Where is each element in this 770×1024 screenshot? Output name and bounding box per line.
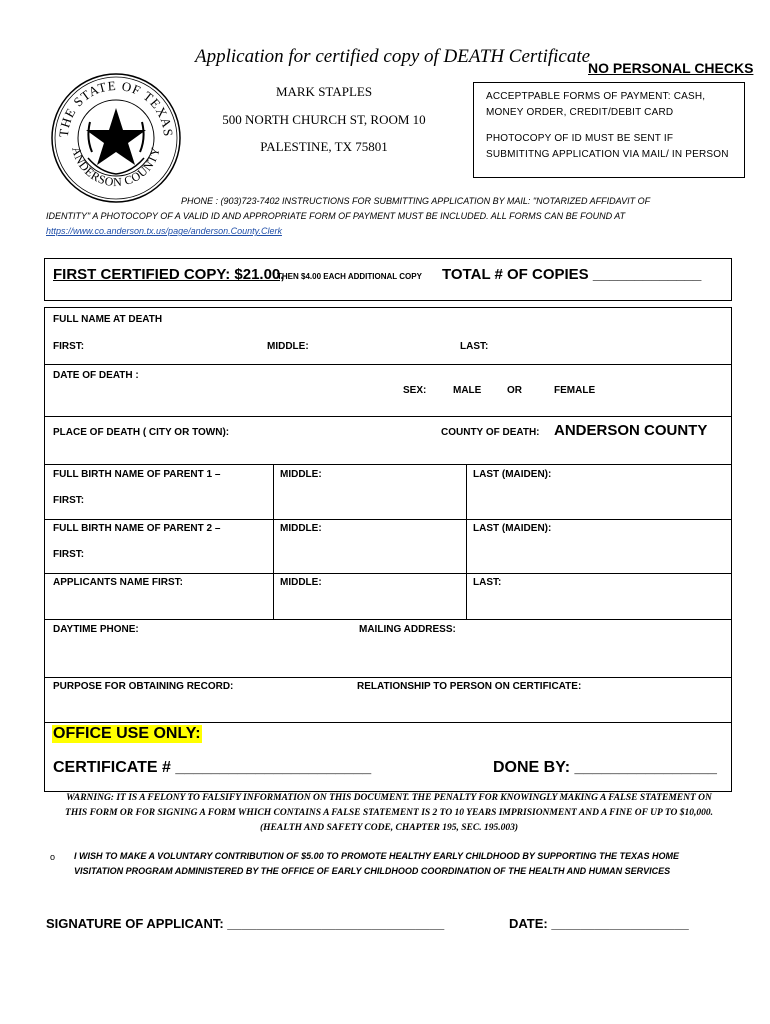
full-name-label: FULL NAME AT DEATH	[53, 314, 163, 325]
last-name-field[interactable]: LAST:	[460, 341, 489, 352]
office-use-heading: OFFICE USE ONLY:	[53, 725, 201, 742]
male-option[interactable]: MALE	[453, 385, 482, 396]
parent2-last-field[interactable]: LAST (MAIDEN):	[473, 523, 552, 534]
mailing-address-field[interactable]: MAILING ADDRESS:	[359, 624, 456, 635]
parent1-first-field[interactable]: FIRST:	[53, 495, 85, 506]
parent1-middle-field[interactable]: MIDDLE:	[280, 469, 322, 480]
applicant-last-field[interactable]: LAST:	[473, 577, 502, 588]
contribution-text	[74, 849, 714, 879]
city-address: PALESTINE, TX 75801	[260, 139, 388, 154]
first-name-field[interactable]: FIRST:	[53, 341, 85, 352]
county-of-death-value: ANDERSON COUNTY	[554, 422, 708, 439]
female-option[interactable]: FEMALE	[554, 385, 596, 396]
middle-name-field[interactable]: MIDDLE:	[267, 341, 309, 352]
office-use-box	[44, 723, 732, 792]
payment-info-box	[473, 82, 745, 178]
warning-line: (HEALTH AND SAFETY CODE, CHAPTER 195, SEC. 195.003)	[259, 823, 519, 833]
felony-warning	[36, 791, 742, 836]
application-form-table	[44, 307, 732, 723]
svg-text:THE STATE OF TEXAS: THE STATE OF TEXAS	[55, 77, 177, 138]
clerk-name: MARK STAPLES	[275, 84, 373, 99]
street-address: 500 NORTH CHURCH ST, ROOM 10	[222, 112, 426, 127]
relationship-field[interactable]: RELATIONSHIP TO PERSON ON CERTIFICATE:	[357, 681, 582, 692]
sex-label: SEX:	[403, 385, 427, 396]
first-copy-price: FIRST CERTIFIED COPY: $21.00,	[53, 266, 285, 283]
form-title: Application for certified copy of DEATH Certificate	[195, 46, 591, 67]
parent2-middle-field[interactable]: MIDDLE:	[280, 523, 322, 534]
place-of-death-field[interactable]: PLACE OF DEATH ( CITY OR TOWN):	[53, 427, 230, 438]
signature-field[interactable]: SIGNATURE OF APPLICANT: ______________________________	[46, 916, 445, 931]
parent2-label: FULL BIRTH NAME OF PARENT 2 –	[53, 523, 221, 534]
instructions-line: PHONE : (903)723-7402 INSTRUCTIONS FOR SUBMITTING APPLICATION BY MAIL: "NOTARIZED AFFIDAVIT OF	[181, 196, 651, 206]
id-line: PHOTOCOPY OF ID MUST BE SENT IF	[486, 133, 674, 144]
applicant-middle-field[interactable]: MIDDLE:	[280, 577, 322, 588]
contribution-line: VISITATION PROGRAM ADMINISTERED BY THE OFFICE OF EARLY CHILDHOOD COORDINATION OF THE HEALTH AND HUMAN SERVICES	[74, 866, 671, 876]
date-of-death-field[interactable]: DATE OF DEATH :	[53, 370, 139, 381]
done-by-field[interactable]: DONE BY: ________________	[493, 759, 717, 776]
purpose-field[interactable]: PURPOSE FOR OBTAINING RECORD:	[53, 681, 234, 692]
additional-copy-price: THEN $4.00 EACH ADDITIONAL COPY	[277, 272, 422, 281]
daytime-phone-field[interactable]: DAYTIME PHONE:	[53, 624, 139, 635]
total-copies-field[interactable]: TOTAL # OF COPIES _____________	[442, 266, 702, 283]
payment-line: MONEY ORDER, CREDIT/DEBIT CARD	[486, 107, 674, 118]
parent1-last-field[interactable]: LAST (MAIDEN):	[473, 469, 552, 480]
county-clerk-link[interactable]: https://www.co.anderson.tx.us/page/anderson.County.Clerk	[46, 226, 282, 236]
or-label: OR	[507, 385, 522, 396]
contribution-line: I WISH TO MAKE A VOLUNTARY CONTRIBUTION OF $5.00 TO PROMOTE HEALTHY EARLY CHILDHOOD BY SUPPORTING THE TEXAS HOME	[74, 851, 680, 861]
applicant-first-field[interactable]: APPLICANTS NAME FIRST:	[53, 577, 183, 588]
payment-line: ACCEPTPABLE FORMS OF PAYMENT: CASH,	[486, 91, 706, 102]
copies-box	[44, 258, 732, 301]
instructions-line: IDENTITY" A PHOTOCOPY OF A VALID ID AND APPROPRIATE FORM OF PAYMENT MUST BE INCLUDED. ALL FORMS CAN BE FOUND AT	[46, 211, 626, 221]
date-field[interactable]: DATE: ___________________	[509, 916, 689, 931]
no-personal-checks-notice: NO PERSONAL CHECKS	[588, 60, 754, 76]
contribution-checkbox[interactable]: o	[50, 852, 56, 862]
svg-text:ANDERSON COUNTY: ANDERSON COUNTY	[69, 145, 163, 190]
warning-line: WARNING: IT IS A FELONY TO FALSIFY INFORMATION ON THIS DOCUMENT. THE PENALTY FOR KNOWINGLY MAKING A FALSE STATEMENT ON	[66, 793, 712, 803]
county-of-death-label: COUNTY OF DEATH:	[441, 427, 540, 438]
texas-seal-logo	[50, 72, 182, 204]
parent2-first-field[interactable]: FIRST:	[53, 549, 85, 560]
warning-line: THIS FORM OR FOR SIGNING A FORM WHICH CONTAINS A FALSE STATEMENT IS 2 TO 10 YEARS IMPRISIONMENT AND A FINE OF UP TO $10,000.	[65, 808, 713, 818]
id-line: SUBMITITNG APPLICATION VIA MAIL/ IN PERSON	[486, 149, 729, 160]
mail-instructions	[46, 194, 736, 239]
certificate-number-field[interactable]: CERTIFICATE # ______________________	[53, 759, 372, 776]
parent1-label: FULL BIRTH NAME OF PARENT 1 –	[53, 469, 221, 480]
